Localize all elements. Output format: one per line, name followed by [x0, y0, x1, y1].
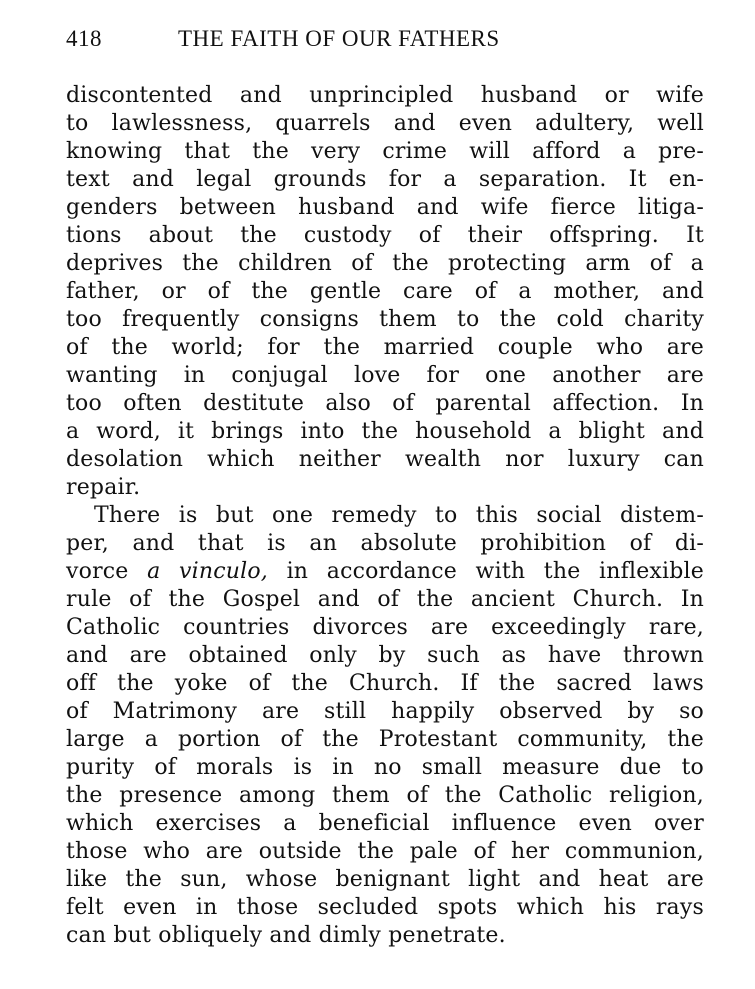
- text-line: large a portion of the Protestant community, the: [66, 727, 704, 752]
- text-line: of the world; for the married couple who are: [66, 335, 704, 360]
- text-line: desolation which neither wealth nor luxury can: [66, 447, 704, 472]
- running-title: THE FAITH OF OUR FATHERS: [178, 26, 500, 51]
- text-line: knowing that the very crime will afford a pre-: [66, 139, 704, 164]
- text-fragment: vorce: [66, 559, 148, 584]
- text-line: Catholic countries divorces are exceedingly rare,: [66, 615, 704, 640]
- text-line: genders between husband and wife fierce litiga-: [66, 195, 704, 220]
- text-line: and are obtained only by such as have thrown: [66, 643, 704, 668]
- running-head: [66, 22, 706, 56]
- text-line: a word, it brings into the household a blight and: [66, 419, 704, 444]
- paragraph-1: [66, 82, 704, 502]
- text-line: father, or of the gentle care of a mother, and: [66, 279, 704, 304]
- text-line: like the sun, whose benignant light and heat are: [66, 867, 704, 892]
- paragraph-2: [66, 502, 704, 950]
- text-line: of Matrimony are still happily observed by so: [66, 699, 704, 724]
- text-line-with-italic: [66, 558, 704, 586]
- text-line: felt even in those secluded spots which his rays: [66, 895, 704, 920]
- text-line: text and legal grounds for a separation. It en-: [66, 167, 704, 192]
- text-line: There is but one remedy to this social distem-: [94, 503, 704, 528]
- text-fragment: in accordance with the inflexible: [268, 559, 704, 584]
- text-line: deprives the children of the protecting arm of a: [66, 251, 704, 276]
- text-line: repair.: [66, 475, 141, 500]
- text-line: can but obliquely and dimly penetrate.: [66, 923, 506, 948]
- text-line: tions about the custody of their offspring. It: [66, 223, 704, 248]
- italic-phrase: a vinculo,: [147, 559, 268, 584]
- text-line: purity of morals is in no small measure due to: [66, 755, 704, 780]
- body-text: [66, 82, 704, 950]
- text-line: per, and that is an absolute prohibition of di-: [66, 531, 704, 556]
- text-line: off the yoke of the Church. If the sacred laws: [66, 671, 704, 696]
- text-line: too often destitute also of parental affection. In: [66, 391, 704, 416]
- text-line: to lawlessness, quarrels and even adultery, well: [66, 111, 704, 136]
- page-number: 418: [66, 26, 102, 51]
- text-line: too frequently consigns them to the cold charity: [66, 307, 704, 332]
- text-line: which exercises a beneficial influence even over: [66, 811, 704, 836]
- text-line: rule of the Gospel and of the ancient Church. In: [66, 587, 704, 612]
- text-line: wanting in conjugal love for one another are: [66, 363, 704, 388]
- text-line: those who are outside the pale of her communion,: [66, 839, 704, 864]
- text-line: the presence among them of the Catholic religion,: [66, 783, 704, 808]
- text-line: discontented and unprincipled husband or wife: [66, 83, 704, 108]
